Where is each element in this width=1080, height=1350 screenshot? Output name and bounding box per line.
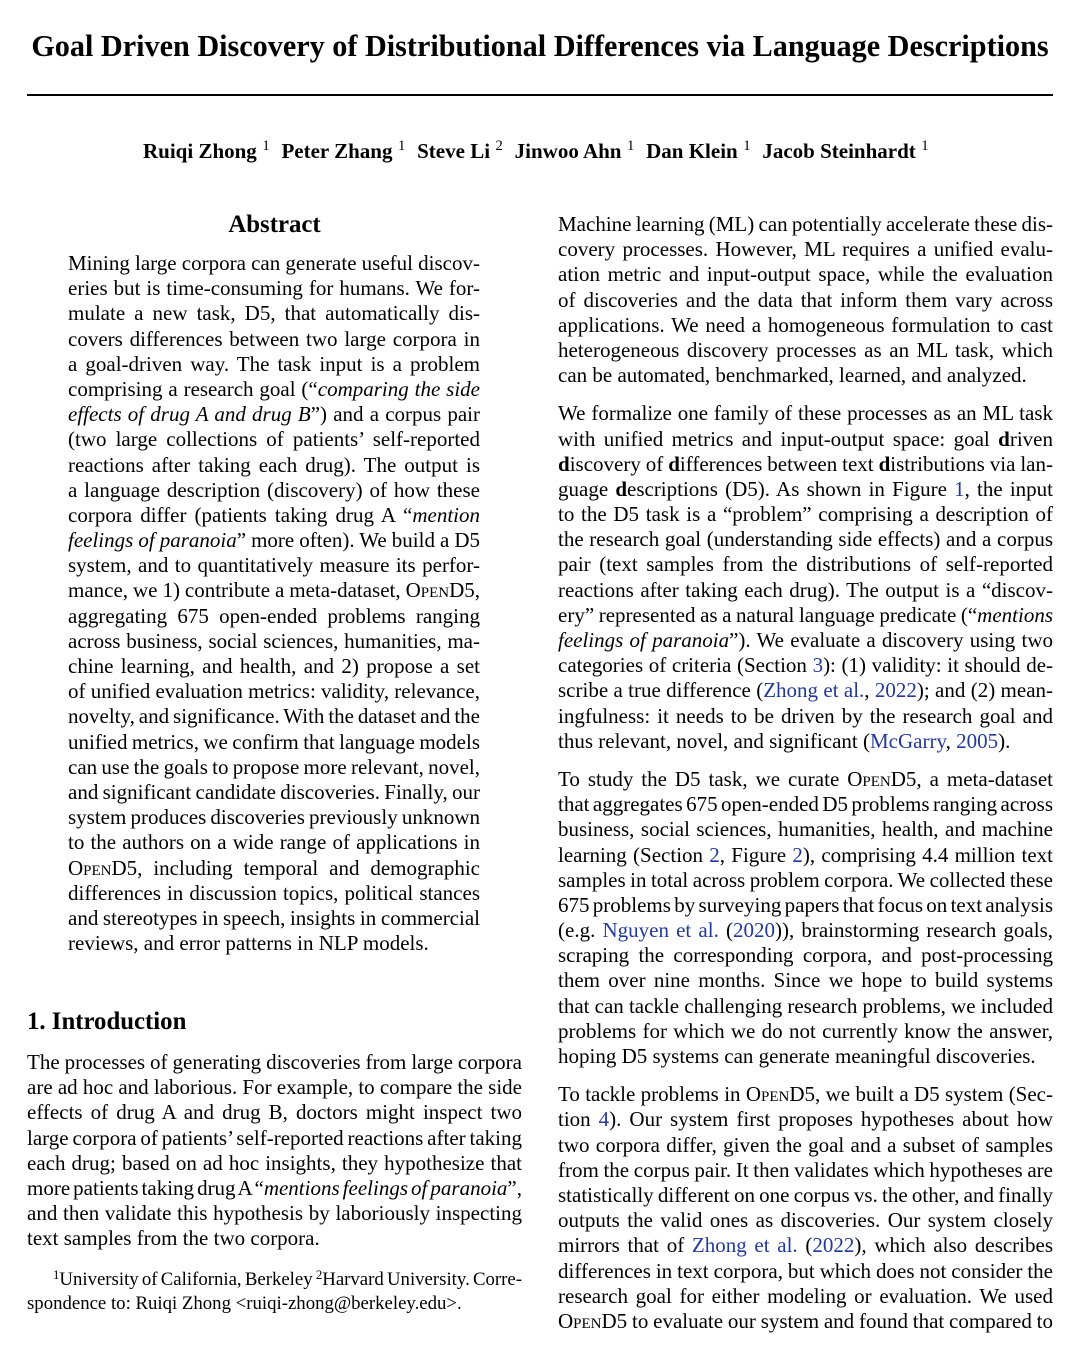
text-line: [68, 805, 480, 830]
line-content: [558, 628, 1053, 652]
line-content: a goal-driven way. The task input is a problem: [68, 351, 480, 376]
text-line: [68, 780, 480, 805]
line-content: scraping the corresponding corpora, and post-processing: [558, 943, 1053, 968]
author: [281, 139, 405, 167]
affiliation-marker: 1: [262, 138, 270, 154]
author: [417, 139, 503, 167]
line-content: heterogeneous discovery processes as an ML task, which: [558, 337, 1053, 362]
text-line: [68, 755, 480, 780]
text-run: ). Our system first proposes hypotheses about how: [609, 1107, 1053, 1132]
text-run: , a meta-dataset: [916, 766, 1053, 791]
line-content: 675 problems by surveying papers that focus on text analysis: [558, 892, 1053, 917]
text-run: comprising a research goal (“: [68, 376, 318, 401]
line-content: problems for which we do not currently know the answer,: [558, 1018, 1053, 1043]
text-line: [558, 1158, 1053, 1183]
text-run: iscovery of: [569, 451, 669, 476]
line-content: [558, 427, 1053, 451]
line-content: [68, 528, 480, 552]
text-line: [558, 212, 1053, 237]
line-content: that aggregates 675 open-ended D5 problems ranging across: [558, 792, 1053, 817]
text-run: more patients taking drug A “: [27, 1175, 264, 1200]
text-line: [68, 352, 480, 377]
text-run: , Figure: [719, 842, 793, 867]
citation-link[interactable]: Nguyen et al.: [602, 918, 719, 943]
line-content: research goal for either modeling or evaluation. We used: [558, 1283, 1053, 1308]
line-content: ation metric and input-output space, while the evaluation: [558, 262, 1053, 287]
text-line: [68, 503, 480, 528]
text-line: [558, 578, 1053, 603]
author: [762, 139, 928, 167]
text-run: , we built a D5 system (Sec-: [815, 1082, 1053, 1107]
text-run: To study the D5 task, we curate: [558, 766, 848, 791]
italic-text: comparing the side: [317, 376, 480, 401]
dataset-name: OpenD5: [405, 578, 475, 603]
citation-link[interactable]: Zhong et al.: [691, 1233, 798, 1258]
line-content: statistically different on one corpus vs. the other, and finally: [558, 1182, 1053, 1207]
line-content: [68, 503, 480, 527]
text-line: [558, 817, 1053, 842]
right-column: [558, 212, 1053, 1347]
line-content: chine learning, and health, and 2) propose a set: [68, 654, 480, 678]
line-content: to the authors on a wide range of applications in: [68, 830, 480, 855]
text-run: ifferences between text: [679, 451, 879, 476]
cross-reference-link[interactable]: 1: [954, 476, 965, 501]
line-content: reviews, and error patterns in NLP models.: [68, 931, 429, 956]
text-line: [68, 604, 480, 629]
line-content: [68, 856, 480, 880]
text-line: [27, 1226, 522, 1251]
line-content: can be automated, benchmarked, learned, and analyzed.: [558, 363, 1027, 388]
line-content: [558, 1233, 1053, 1257]
text-line: [68, 453, 480, 478]
line-content: that can tackle challenging research problems, we included: [558, 993, 1053, 1018]
text-run: ).: [998, 728, 1011, 753]
italic-text: feelings of paranoia: [68, 528, 237, 553]
text-run: tion: [558, 1107, 599, 1132]
line-content: a language description (discovery) of how these: [68, 477, 480, 502]
cross-reference-link[interactable]: 3: [812, 653, 824, 678]
text-run: mance, we 1) contribute a meta-dataset,: [68, 578, 406, 603]
title-rule: [27, 94, 1053, 96]
text-run: (: [718, 918, 733, 943]
text-run: learning (Section: [558, 842, 710, 867]
text-line: [27, 1151, 522, 1176]
bold-letter: d: [878, 451, 891, 476]
line-content: Machine learning (ML) can potentially accelerate these dis-: [558, 212, 1053, 236]
cross-reference-link[interactable]: 4: [598, 1107, 610, 1132]
line-content: covers differences between two large corpora in: [68, 326, 480, 351]
text-line: [27, 1126, 522, 1151]
line-content: [558, 653, 1053, 677]
affiliation-marker: 2: [495, 138, 503, 154]
text-run: , including temporal and demographic: [137, 855, 480, 880]
text-run: ,: [945, 728, 957, 753]
text-line: [27, 1292, 522, 1316]
text-run: ), comprising 4.4 million text: [802, 842, 1053, 867]
dataset-name: OpenD5: [68, 855, 138, 880]
line-content: spondence to: Ruiqi Zhong <ruiqi-zhong@berkeley.edu>.: [27, 1293, 462, 1314]
text-line: [558, 603, 1053, 628]
paragraph: [558, 401, 1053, 754]
text-run: To tackle problems in: [558, 1082, 746, 1107]
text-line: [68, 327, 480, 352]
text-line: [558, 1284, 1053, 1309]
abstract-text: [68, 251, 480, 956]
line-content: We formalize one family of these processes as an ML task: [558, 401, 1053, 426]
text-run: thus relevant, novel, and significant (: [558, 728, 870, 753]
paragraph: [558, 212, 1053, 388]
text-line: [558, 427, 1053, 452]
text-line: [68, 679, 480, 704]
text-line: [68, 856, 480, 881]
bold-letter: d: [668, 451, 680, 476]
line-content: to the D5 task is a “problem” comprising a description of: [558, 502, 1053, 527]
abstract-heading: Abstract: [228, 211, 321, 238]
line-content: and significant candidate discoveries. Finally, our: [68, 779, 480, 804]
line-content: pair (text samples from the distributions of self-reported: [558, 552, 1053, 577]
affiliation-marker: 1: [743, 138, 751, 154]
citation-link[interactable]: Zhong et al.: [763, 678, 865, 703]
text-line: [558, 994, 1053, 1019]
text-line: [558, 338, 1053, 363]
text-run: ery” represented as a natural language predicate (“: [558, 602, 978, 627]
text-line: [68, 276, 480, 301]
line-content: [558, 918, 1053, 942]
text-line: [558, 868, 1053, 893]
text-run: ); and (2) mean-: [916, 678, 1054, 703]
text-run: )), brainstorming research goals,: [774, 918, 1054, 943]
text-line: [558, 502, 1053, 527]
line-content: ingfulness: it needs to be driven by the research goal and: [558, 703, 1053, 728]
line-content: effects of drug A and drug B, doctors might inspect two: [27, 1100, 522, 1125]
text-line: [27, 1050, 522, 1075]
text-line: [68, 730, 480, 755]
line-content: eries but is time-consuming for humans. We for-: [68, 276, 480, 301]
author: [515, 139, 635, 167]
text-run: escriptions (D5). As shown in Figure: [627, 476, 955, 501]
author-name: Dan Klein: [646, 139, 738, 163]
text-line: [558, 477, 1053, 502]
line-content: [558, 767, 1053, 791]
affiliation-marker: 1: [53, 1268, 60, 1283]
text-line: [558, 1208, 1053, 1233]
line-content: business, social sciences, humanities, health, and machine: [558, 817, 1053, 842]
line-content: covery processes. However, ML requires a unified evalu-: [558, 237, 1053, 262]
text-run: scribe a true difference (: [558, 678, 764, 703]
citation-link[interactable]: McGarry: [870, 728, 946, 753]
line-content: [558, 843, 1053, 867]
line-content: and stereotypes in speech, insights in commercial: [68, 905, 480, 930]
line-content: differences in text corpora, but which does not consider the: [558, 1258, 1053, 1283]
bold-letter: d: [998, 426, 1010, 451]
line-content: Mining large corpora can generate useful discov-: [68, 251, 481, 275]
bold-letter: d: [615, 476, 627, 501]
italic-text: mentions: [977, 602, 1053, 627]
text-line: [558, 843, 1053, 868]
text-line: [558, 237, 1053, 262]
introduction-paragraph: [27, 1050, 522, 1252]
line-content: reactions after taking each drug). The output is: [68, 452, 480, 477]
footnote-affiliations: [27, 1268, 522, 1316]
text-run: Harvard University. Corre-: [322, 1269, 523, 1290]
text-line: [68, 830, 480, 855]
text-line: [558, 1309, 1053, 1334]
text-line: [558, 527, 1053, 552]
text-run: ), which also describes: [854, 1233, 1054, 1258]
line-content: [558, 603, 1053, 627]
line-content: outputs the valid ones as discoveries. Our system closely: [558, 1208, 1053, 1233]
text-run: categories of criteria (Section: [558, 653, 813, 678]
dataset-name: OpenD5: [847, 766, 917, 791]
line-content: system, and to quantitatively measure its perfor-: [68, 553, 480, 578]
paragraph: [558, 767, 1053, 1069]
text-line: [68, 931, 480, 956]
line-content: [558, 1309, 1053, 1333]
text-run: mirrors that of: [558, 1233, 692, 1258]
line-content: of discoveries and the data that inform them vary across: [558, 287, 1053, 312]
text-run: ,: [864, 678, 875, 703]
text-line: [558, 1107, 1053, 1132]
text-line: [68, 654, 480, 679]
line-content: system produces discoveries previously unknown: [68, 805, 480, 830]
line-content: applications. We need a homogeneous formulation to cast: [558, 312, 1053, 337]
text-line: [558, 1183, 1053, 1208]
text-line: [68, 528, 480, 553]
line-content: text samples from the two corpora.: [27, 1226, 320, 1251]
line-content: [53, 1269, 522, 1290]
line-content: of unified evaluation metrics: validity, relevance,: [68, 679, 480, 704]
text-line: [68, 377, 480, 402]
text-line: [558, 729, 1053, 754]
author: [646, 139, 750, 167]
bold-letter: d: [558, 451, 570, 476]
italic-text: mentions feelings of paranoia: [263, 1175, 508, 1200]
text-line: [558, 1259, 1053, 1284]
text-run: (: [797, 1233, 813, 1258]
text-run: ” more often). We build a D5: [236, 528, 480, 553]
text-line: [27, 1100, 522, 1125]
author-name: Steve Li: [417, 139, 491, 163]
text-line: [68, 553, 480, 578]
text-line: [558, 704, 1053, 729]
line-content: The processes of generating discoveries from large corpora: [27, 1050, 522, 1074]
text-line: [558, 262, 1053, 287]
text-run: corpora differ (patients taking drug A “: [68, 502, 413, 527]
author-name: Ruiqi Zhong: [143, 139, 257, 163]
text-line: [68, 478, 480, 503]
line-content: [68, 402, 480, 426]
text-line: [27, 1075, 522, 1100]
section-heading-introduction: 1. Introduction: [27, 1008, 187, 1035]
line-content: mulate a new task, D5, that automatically dis-: [68, 301, 480, 326]
text-line: [558, 943, 1053, 968]
text-line: [558, 313, 1053, 338]
text-line: [558, 452, 1053, 477]
line-content: aggregating 675 open-ended problems ranging: [68, 603, 480, 628]
citation-link[interactable]: 2005: [956, 728, 999, 753]
italic-text: effects of drug A and drug B: [68, 402, 311, 427]
line-content: reactions after taking each drug). The output is a “discov-: [558, 577, 1053, 602]
citation-link[interactable]: 2022: [874, 678, 917, 703]
line-content: [558, 729, 1010, 753]
text-line: [558, 918, 1053, 943]
text-line: [558, 552, 1053, 577]
text-run: istributions via lan-: [890, 451, 1053, 476]
text-line: [68, 251, 480, 276]
text-line: [558, 1233, 1053, 1258]
text-line: [68, 906, 480, 931]
line-content: samples in total across problem corpora. We collected these: [558, 867, 1053, 892]
text-run: to evaluate our system and found that compared to: [627, 1308, 1053, 1333]
text-run: ): (1) validity: it should de-: [823, 653, 1054, 678]
text-run: with unified metrics and input-output space: goal: [558, 426, 999, 451]
line-content: across business, social sciences, humanities, ma-: [68, 628, 480, 653]
paragraph: [558, 1082, 1053, 1334]
text-line: [68, 881, 480, 906]
line-content: [558, 477, 1053, 501]
text-line: [68, 402, 480, 427]
text-line: [558, 1133, 1053, 1158]
line-content: [558, 1107, 1053, 1131]
line-content: can use the goals to propose more relevant, novel,: [68, 754, 480, 779]
affiliation-marker: 1: [626, 138, 635, 154]
text-line: [558, 767, 1053, 792]
cross-reference-link[interactable]: 2: [792, 842, 803, 867]
text-run: , the input: [964, 476, 1053, 501]
text-line: [68, 704, 480, 729]
text-line: [53, 1268, 522, 1292]
text-line: [558, 363, 1053, 388]
text-line: [558, 893, 1053, 918]
author-name: Peter Zhang: [281, 139, 393, 163]
text-line: [68, 629, 480, 654]
text-run: (e.g.: [558, 918, 603, 943]
line-content: them over nine months. Since we hope to build systems: [558, 968, 1053, 993]
italic-text: mention: [412, 502, 480, 527]
line-content: large corpora of patients’ self-reported reactions after taking: [27, 1125, 522, 1150]
line-content: and then validate this hypothesis by laboriously inspecting: [27, 1201, 522, 1226]
line-content: differences in discussion topics, political stances: [68, 880, 480, 905]
line-content: (two large collections of patients’ self-reported: [68, 427, 480, 452]
italic-text: feelings of paranoia: [558, 628, 730, 652]
line-content: [558, 452, 1053, 476]
text-line: [558, 792, 1053, 817]
text-line: [27, 1176, 522, 1201]
line-content: are ad hoc and laborious. For example, to compare the side: [27, 1075, 522, 1100]
text-line: [558, 968, 1053, 993]
affiliation-marker: 2: [315, 1268, 323, 1283]
text-line: [558, 1082, 1053, 1107]
line-content: unified metrics, we confirm that language models: [68, 729, 480, 754]
author: [143, 139, 270, 167]
line-content: [27, 1176, 522, 1200]
line-content: the research goal (understanding side effects) and a corpus: [558, 527, 1053, 552]
paper-title: Goal Driven Discovery of Distributional Differences via Language Descriptions: [31, 29, 1049, 63]
affiliation-marker: 1: [921, 138, 929, 154]
text-run: riven: [1009, 426, 1053, 451]
line-content: two corpora differ, given the goal and a subset of samples: [558, 1132, 1053, 1157]
text-run: ”). We evaluate a discovery using two: [729, 628, 1053, 652]
text-run: University of California, Berkeley: [59, 1269, 316, 1290]
affiliation-marker: 1: [397, 138, 406, 154]
line-content: novelty, and significance. With the dataset and the: [68, 704, 480, 729]
text-run: ,: [474, 578, 480, 603]
text-run: ”,: [507, 1175, 522, 1200]
author-list: [143, 139, 940, 167]
line-content: [558, 1082, 1053, 1106]
text-line: [68, 427, 480, 452]
dataset-name: OpenD5: [745, 1082, 816, 1107]
line-content: from the corpus pair. It then validates which hypotheses are: [558, 1157, 1053, 1182]
text-line: [558, 628, 1053, 653]
text-run: guage: [558, 476, 616, 501]
text-line: [558, 653, 1053, 678]
line-content: [558, 678, 1053, 702]
text-line: [68, 301, 480, 326]
text-line: [558, 1044, 1053, 1069]
line-content: hoping D5 systems can generate meaningful discoveries.: [558, 1044, 1036, 1068]
dataset-name: OpenD5: [558, 1308, 628, 1333]
cross-reference-link[interactable]: 2: [709, 842, 720, 867]
text-run: ”) and a corpus pair: [310, 402, 480, 427]
line-content: each drug; based on ad hoc insights, they hypothesize that: [27, 1150, 522, 1175]
citation-link[interactable]: 2020: [732, 918, 775, 943]
text-line: [68, 578, 480, 603]
author-name: Jinwoo Ahn: [514, 139, 622, 163]
text-line: [558, 678, 1053, 703]
text-line: [558, 401, 1053, 426]
text-line: [558, 1019, 1053, 1044]
text-line: [558, 288, 1053, 313]
text-line: [27, 1201, 522, 1226]
author-name: Jacob Steinhardt: [762, 139, 916, 163]
citation-link[interactable]: 2022: [812, 1233, 855, 1258]
line-content: [68, 377, 480, 401]
line-content: [68, 578, 480, 602]
